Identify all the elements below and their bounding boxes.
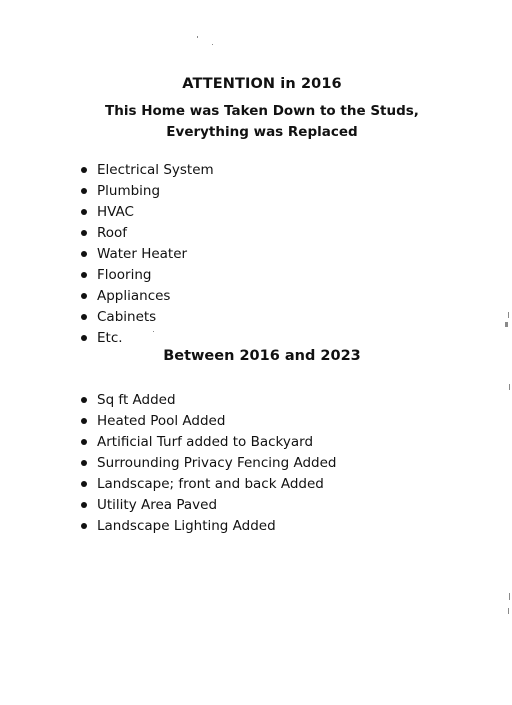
list-item-label: Electrical System	[97, 162, 214, 178]
list-item-label: Etc.	[97, 330, 123, 346]
list-item-label: Sq ft Added	[97, 392, 176, 408]
list-item	[80, 432, 336, 453]
list-item-label: HVAC	[97, 204, 134, 220]
bullet-icon	[81, 272, 87, 278]
page-title: ATTENTION in 2016	[182, 76, 342, 92]
scan-speck	[508, 312, 509, 318]
list-item-label: Flooring	[97, 267, 152, 283]
list-item-label: Landscape; front and back Added	[97, 476, 324, 492]
bullet-icon	[81, 481, 87, 487]
list-item	[80, 202, 214, 223]
list-item	[80, 516, 336, 537]
list-item-label: Artificial Turf added to Backyard	[97, 434, 314, 450]
scan-speck	[212, 44, 213, 45]
list-item	[80, 265, 214, 286]
scan-speck	[197, 36, 198, 38]
list-item-label: Water Heater	[97, 246, 188, 262]
list-item	[80, 223, 214, 244]
added-items-list	[80, 390, 336, 537]
bullet-icon	[81, 230, 87, 236]
bullet-icon	[81, 439, 87, 445]
replaced-items-list	[80, 160, 214, 349]
bullet-icon	[81, 335, 87, 341]
list-item	[80, 328, 214, 349]
bullet-icon	[81, 523, 87, 529]
bullet-icon	[81, 502, 87, 508]
subtitle-line-2: Everything was Replaced	[166, 124, 358, 140]
list-item	[80, 474, 336, 495]
scan-speck	[153, 331, 154, 332]
section-heading: Between 2016 and 2023	[163, 348, 361, 364]
list-item-label: Heated Pool Added	[97, 413, 226, 429]
bullet-icon	[81, 397, 87, 403]
bullet-icon	[81, 418, 87, 424]
list-item	[80, 181, 214, 202]
bullet-icon	[81, 293, 87, 299]
scan-speck	[509, 384, 510, 390]
bullet-icon	[81, 188, 87, 194]
list-item-label: Roof	[97, 225, 128, 241]
list-item	[80, 286, 214, 307]
scan-speck	[509, 593, 510, 600]
list-item-label: Utility Area Paved	[97, 497, 218, 513]
page-subtitle	[0, 101, 512, 143]
scan-speck	[505, 322, 508, 327]
list-item	[80, 453, 336, 474]
bullet-icon	[81, 209, 87, 215]
list-item-label: Landscape Lighting Added	[97, 518, 276, 534]
list-item	[80, 411, 336, 432]
list-item	[80, 495, 336, 516]
list-item-label: Plumbing	[97, 183, 161, 199]
scan-speck	[508, 608, 509, 614]
list-item-label: Cabinets	[97, 309, 157, 325]
list-item	[80, 307, 214, 328]
bullet-icon	[81, 167, 87, 173]
list-item-label: Appliances	[97, 288, 171, 304]
list-item	[80, 390, 336, 411]
subtitle-line-1: This Home was Taken Down to the Studs,	[105, 103, 419, 119]
list-item-label: Surrounding Privacy Fencing Added	[97, 455, 337, 471]
list-item	[80, 160, 214, 181]
list-item	[80, 244, 214, 265]
bullet-icon	[81, 314, 87, 320]
bullet-icon	[81, 251, 87, 257]
bullet-icon	[81, 460, 87, 466]
